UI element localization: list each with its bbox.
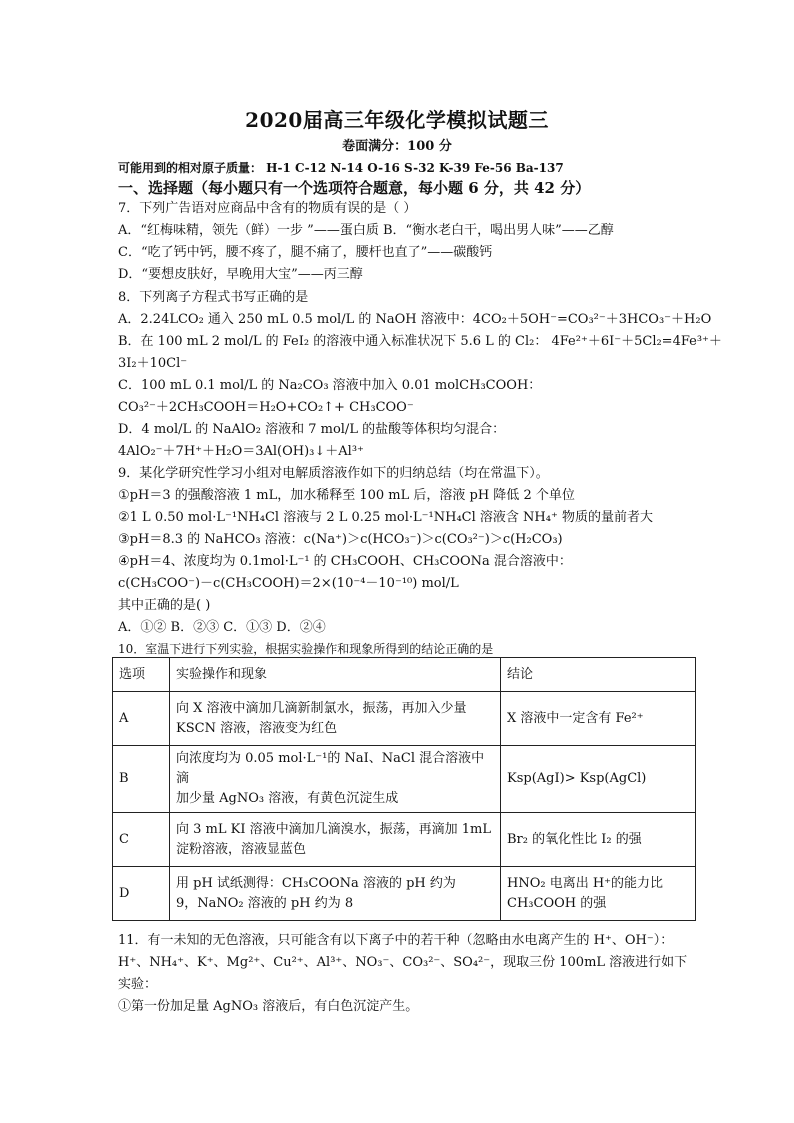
q7-stem: 7．下列广告语对应商品中含有的物质有误的是（ ） <box>118 201 417 216</box>
row-operation <box>170 813 501 867</box>
row-operation-line: 用 pH 试纸测得：CH₃COONa 溶液的 pH 约为 <box>176 875 456 891</box>
section-heading: 一、选择题（每小题只有一个选项符合题意，每小题 6 分，共 42 分） <box>118 179 591 197</box>
row-option: B <box>113 746 170 813</box>
row-operation-line: 向 X 溶液中滴加几滴新制氯水，振荡，再加入少量 <box>176 700 467 716</box>
header-option: 选项 <box>113 658 170 692</box>
row-operation-line: 9，NaNO₂ 溶液的 pH 约为 8 <box>176 895 354 911</box>
header-operation: 实验操作和现象 <box>170 658 501 692</box>
page-title: 2020届高三年级化学模拟试题三 <box>245 108 549 132</box>
row-operation-line: KSCN 溶液，溶液变为红色 <box>176 720 338 736</box>
q8-option-b: B．在 100 mL 2 mol/L 的 FeI₂ 的溶液中通入标准状况下 5.6 L 的 Cl₂： 4Fe²⁺＋6I⁻＋5Cl₂=4Fe³⁺＋ <box>118 334 722 349</box>
header-conclusion: 结论 <box>501 658 696 692</box>
row-operation-line: 向浓度均为 0.05 mol·L⁻¹的 NaI、NaCl 混合溶液中滴 <box>176 751 485 786</box>
q11-cont: 实验： <box>118 977 158 992</box>
table-row <box>113 867 696 921</box>
row-operation-line: 淀粉溶液，溶液显蓝色 <box>176 841 307 857</box>
row-conclusion <box>501 813 696 867</box>
q9-ask: 其中正确的是( ) <box>118 598 211 613</box>
q8-option-c-eq: CO₃²⁻＋2CH₃COOH＝H₂O+CO₂↑+ CH₃COO⁻ <box>118 400 414 415</box>
q8-option-d: D．4 mol/L 的 NaAlO₂ 溶液和 7 mol/L 的盐酸等体积均匀混合： <box>118 422 506 437</box>
table-row <box>113 813 696 867</box>
q9-stem: 9．某化学研究性学习小组对电解质溶液作如下的归纳总结（均在常温下）。 <box>118 466 549 481</box>
row-option: D <box>113 867 170 921</box>
table-header-row <box>113 658 696 692</box>
q8-option-a: A．2.24LCO₂ 通入 250 mL 0.5 mol/L 的 NaOH 溶液中：4CO₂＋5OH⁻=CO₃²⁻＋3HCO₃⁻＋H₂O <box>118 312 712 327</box>
q9-statement-2: ②1 L 0.50 mol·L⁻¹NH₄Cl 溶液与 2 L 0.25 mol·L⁻¹NH₄Cl 溶液含 NH₄⁺ 物质的量前者大 <box>118 510 653 525</box>
q11-step-1: ①第一份加足量 AgNO₃ 溶液后，有白色沉淀产生。 <box>118 999 419 1014</box>
q8-option-d-eq: 4AlO₂⁻＋7H⁺＋H₂O＝3Al(OH)₃↓＋Al³⁺ <box>118 444 364 459</box>
row-conclusion-line: Ksp(AgI)> Ksp(AgCl) <box>507 771 647 786</box>
experiment-table <box>112 657 696 921</box>
q9-statement-3: ③pH＝8.3 的 NaHCO₃ 溶液：c(Na⁺)＞c(HCO₃⁻)＞c(CO₃²⁻)＞c(H₂CO₃) <box>118 532 563 547</box>
q8-stem: 8．下列离子方程式书写正确的是 <box>118 290 309 305</box>
row-operation-line: 向 3 mL KI 溶液中滴加几滴溴水，振荡，再滴加 1mL <box>176 821 491 837</box>
q7-option-c: C．“吃了钙中钙，腰不疼了，腿不痛了，腰杆也直了”——碳酸钙 <box>118 245 493 260</box>
q7-options-ab: A．“红梅味精，领先（鲜）一步 ”——蛋白质 B．“衡水老白干，喝出男人味”——乙醇 <box>118 223 614 238</box>
row-operation <box>170 746 501 813</box>
row-option: C <box>113 813 170 867</box>
q9-statement-1: ①pH＝3 的强酸溶液 1 mL，加水稀释至 100 mL 后，溶液 pH 降低 2 个单位 <box>118 488 575 503</box>
row-conclusion-line: Br₂ 的氧化性比 I₂ 的强 <box>507 831 642 847</box>
row-conclusion <box>501 692 696 746</box>
q9-options: A．①② B．②③ C．①③ D．②④ <box>118 620 326 635</box>
row-conclusion <box>501 746 696 813</box>
q11-stem: 11．有一未知的无色溶液，只可能含有以下离子中的若干种（忽略由水电离产生的 H⁺、OH⁻）： <box>118 933 674 948</box>
row-conclusion <box>501 867 696 921</box>
table-row <box>113 746 696 813</box>
q8-option-b-cont: 3I₂＋10Cl⁻ <box>118 356 188 371</box>
q8-option-c: C．100 mL 0.1 mol/L 的 Na₂CO₃ 溶液中加入 0.01 molCH₃COOH： <box>118 378 542 393</box>
q10-stem: 10．室温下进行下列实验，根据实验操作和现象所得到的结论正确的是 <box>118 642 494 656</box>
full-score: 卷面满分：100 分 <box>342 139 452 154</box>
table-row <box>113 692 696 746</box>
q9-statement-4: ④pH＝4、浓度均为 0.1mol·L⁻¹ 的 CH₃COOH、CH₃COONa 混合溶液中： <box>118 554 572 569</box>
row-conclusion-line: CH₃COOH 的强 <box>507 895 607 911</box>
row-operation-line: 加少量 AgNO₃ 溶液，有黄色沉淀生成 <box>176 791 399 806</box>
row-option: A <box>113 692 170 746</box>
q9-statement-4-eq: c(CH₃COO⁻)－c(CH₃COOH)＝2×(10⁻⁴－10⁻¹⁰) mol/L <box>118 576 459 591</box>
atomic-masses: 可能用到的相对原子质量： H-1 C-12 N-14 O-16 S-32 K-39 Fe-56 Ba-137 <box>118 161 564 175</box>
row-operation <box>170 692 501 746</box>
row-conclusion-line: HNO₂ 电离出 H⁺的能力比 <box>507 875 664 891</box>
row-conclusion-line: X 溶液中一定含有 Fe²⁺ <box>507 710 644 726</box>
row-operation <box>170 867 501 921</box>
q11-ions: H⁺、NH₄⁺、K⁺、Mg²⁺、Cu²⁺、Al³⁺、NO₃⁻、CO₃²⁻、SO₄²⁻，现取三份 100mL 溶液进行如下 <box>118 955 688 970</box>
q7-option-d: D．“要想皮肤好，早晚用大宝”——丙三醇 <box>118 267 363 282</box>
